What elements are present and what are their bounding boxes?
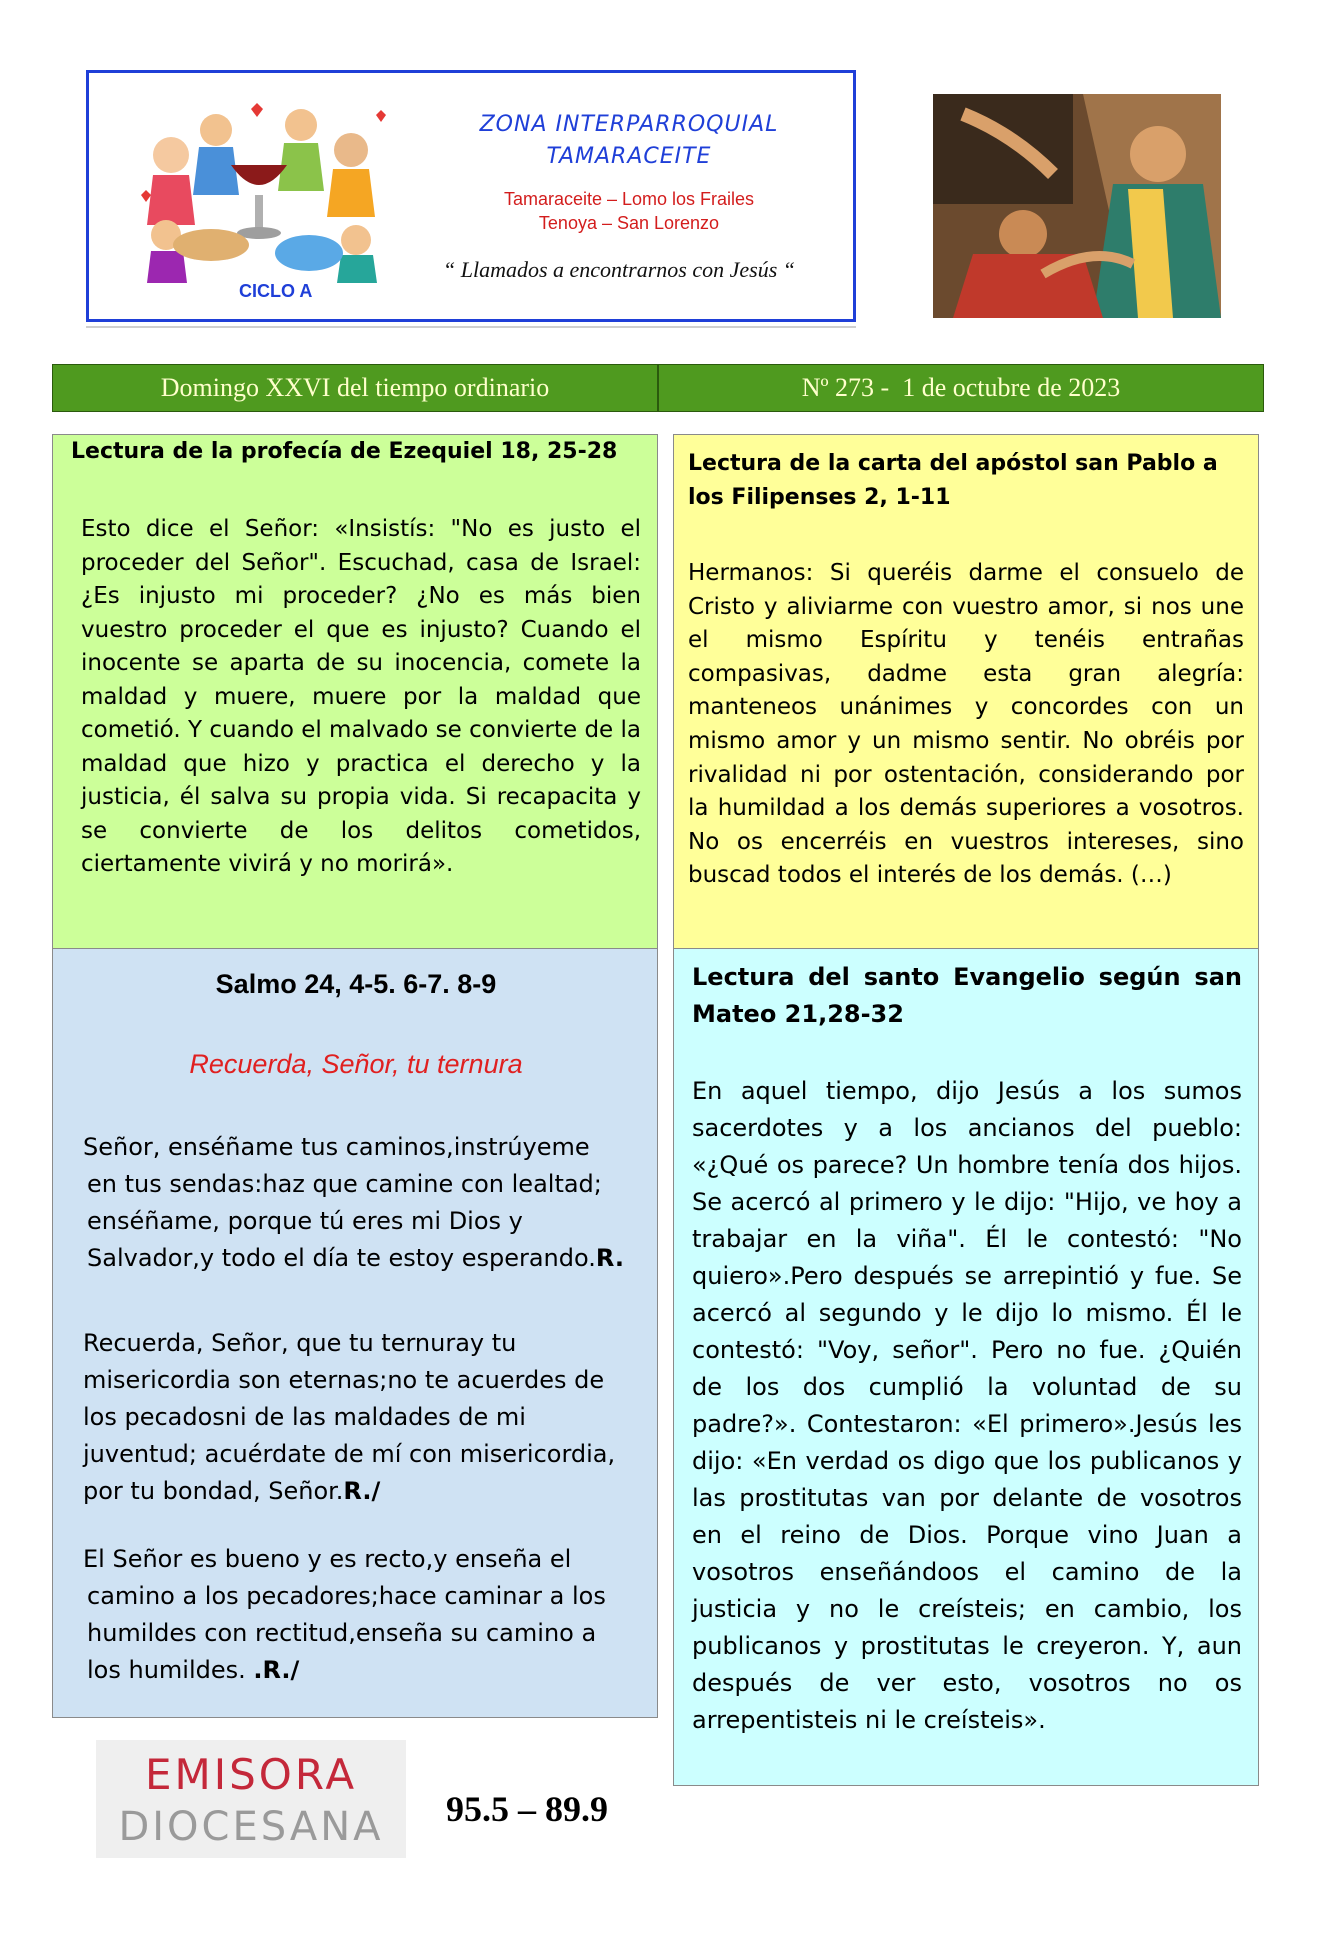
stanza-line: El Señor es bueno y es recto,y enseña el [83,1545,572,1573]
psalm-title: Salmo 24, 4-5. 6-7. 8-9 [215,969,497,999]
zone-title-line2: TAMARACEITE [546,144,712,169]
stanza-line: juventud; acuérdate de mí con misericordia, [83,1440,616,1468]
stanza-line [83,1652,643,1689]
stanza-line: humildes con rectitud,enseña su camino a [87,1619,597,1647]
jesus-illustration-icon [933,94,1221,318]
first-reading-title: Lectura de la profecía de Ezequiel 18, 25-28 [71,439,618,464]
parishes-line1: Tamaraceite – Lomo los Frailes [503,189,755,209]
community-eucharist-clipart-icon [131,95,391,285]
second-reading-panel [673,434,1259,950]
stanza-line: misericordia son eternas;no te acuerdes de [83,1366,605,1394]
zone-title-line1: ZONA INTERPARROQUIAL [479,112,779,137]
gospel-body: En aquel tiempo, dijo Jesús a los sumos sacerdotes y a los ancianos del pueblo: «¿Qué os parece? Un hombre tenía dos hijos. Se acercó al primero y le dijo: "Hijo, ve hoy a trabajar en la viña". Él le contestó: "No quiero».Pero después se arrepintió y fue. Se acercó al segundo y le dijo lo mismo. Él le contestó: "Voy, señor". Pero no fue. ¿Quién de los dos cumplió la voluntad de su padre?». Contestaron: «El primero».Jesús les dijo: «En verdad os digo que los publicanos y las prostitutas van por delante de vosotros en el reino de Dios. Porque vino Juan a vosotros enseñándoos el camino de la justicia y no le creísteis; en cambio, los publicanos y prostitutas le creyeron. Y, aun después de ver esto, vosotros no os arrepentisteis ni le creísteis». [692,1077,1242,1734]
parish-list [429,187,829,235]
psalm-response: Recuerda, Señor, tu ternura [189,1049,523,1079]
stanza-line: en tus sendas:haz que camine con lealtad; [87,1170,602,1198]
header-divider [86,326,856,328]
stanza-line: camino a los pecadores;hace caminar a los [87,1582,606,1610]
first-reading-panel [52,434,658,950]
gospel-panel [673,948,1259,1786]
stanza-line-text: por tu bondad, Señor. [83,1477,344,1505]
stanza-line: los pecadosni de las maldades de mi [83,1403,526,1431]
stanza-line [83,1240,643,1277]
first-reading-body: Esto dice el Señor: «Insistís: "No es justo el proceder del Señor". Escuchad, casa de Israel: ¿Es injusto mi proceder? ¿No es más bien vuestro proceder el que es injusto? Cuando el inocente se aparta de su inocencia, comete la maldad y muere, muere por la maldad que cometió. Y cuando el malvado se convierte de la maldad que hizo y practica el derecho y la justicia, él salva su propia vida. Si recapacita y se convierte de los delitos cometidos, ciertamente vivirá y no morirá». [81,516,642,877]
psalm-stanza-3 [83,1541,643,1689]
issue-number-date: Nº 273 - 1 de octubre de 2023 [657,365,1263,411]
radio-logo [96,1740,406,1858]
parish-header [86,70,856,322]
response-marker: R./ [343,1477,381,1505]
stanza-line-text: Salvador,y todo el día te estoy esperando. [87,1244,596,1272]
radio-frequencies: 95.5 – 89.9 [446,1789,608,1829]
radio-logo-line1: EMISORA [144,1750,358,1799]
response-marker: R. [595,1244,624,1272]
psalm-stanza-1 [83,1129,643,1277]
issue-banner [52,364,1264,412]
stanza-line: enséñame, porque tú eres mi Dios y [87,1207,523,1235]
stanza-line: Recuerda, Señor, que tu ternuray tu [83,1329,517,1357]
response-marker: .R./ [253,1656,300,1684]
second-reading-body: Hermanos: Si queréis darme el consuelo de Cristo y aliviarme con vuestro amor, si nos une el mismo Espíritu y tenéis entrañas compasivas, dadme esta gran alegría: manteneos unánimes y concordes con un mismo amor y un mismo sentir. No obréis por rivalidad ni por ostentación, considerando por la humildad a los demás superiores a vosotros. No os encerréis en vuestros intereses, sino buscad todos el interés de los demás. (…) [688,560,1244,889]
psalm-panel [52,948,658,1718]
stanza-line [83,1473,643,1510]
liturgical-cycle: CICLO A [239,281,313,301]
zone-title [429,109,829,173]
parishes-line2: Tenoya – San Lorenzo [538,213,720,233]
motto: “ Llamados a encontrarnos con Jesús “ [442,257,795,282]
stanza-line: Señor, enséñame tus caminos,instrúyeme [83,1133,590,1161]
sunday-name: Domingo XXVI del tiempo ordinario [160,373,550,402]
stanza-line-text: los humildes. [87,1656,254,1684]
second-reading-title: Lectura de la carta del apóstol san Pablo a los Filipenses 2, 1-11 [688,451,1218,510]
radio-logo-line2: DIOCESANA [118,1804,384,1850]
gospel-title: Lectura del santo Evangelio según san Mateo 21,28-32 [692,963,1242,1028]
psalm-stanza-2 [83,1325,643,1510]
